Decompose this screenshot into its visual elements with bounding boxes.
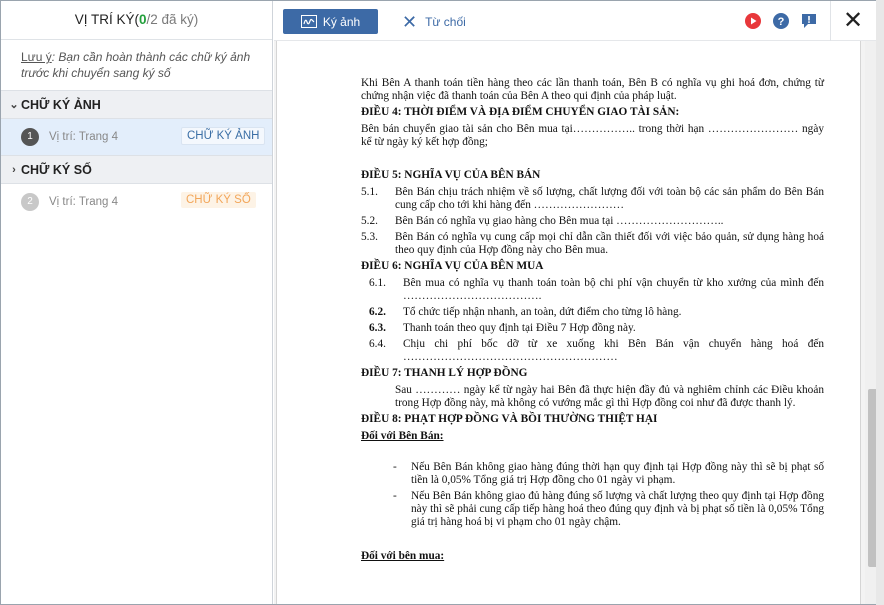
group-digital-signature[interactable] <box>1 155 272 184</box>
clause <box>361 322 824 335</box>
clause-text: Thanh toán theo quy định tại Điều 7 Hợp đồng này. <box>403 322 636 334</box>
group-label: CHỮ KÝ SỐ <box>21 162 92 177</box>
clause <box>361 306 824 319</box>
clause-text: Bên mua có nghĩa vụ thanh toán toàn bộ chi phí vận chuyển từ kho xưởng của mình đến ………………………………. <box>403 277 824 302</box>
image-sign-label: Ký ảnh <box>322 14 361 29</box>
toolbar <box>274 1 883 41</box>
article-heading: ĐIỀU 7: THANH LÝ HỢP ĐỒNG <box>361 367 528 379</box>
clause <box>361 215 824 228</box>
bullet-item <box>361 461 824 487</box>
subheading: Đối với Bên Bán: <box>361 430 444 442</box>
article-heading: ĐIỀU 8: PHẠT HỢP ĐỒNG VÀ BỒI THƯỜNG THIỆT HẠI <box>361 413 658 425</box>
clause-text: Bên Bán có nghĩa vụ giao hàng cho Bên mua tại ……………………….. <box>395 215 724 227</box>
toolbar-divider <box>830 1 831 41</box>
note <box>1 40 272 90</box>
close-icon: ✕ <box>402 12 418 32</box>
clause-number: 6.3. <box>369 322 386 334</box>
clause <box>361 231 824 257</box>
signed-count: 0 <box>138 12 147 27</box>
panel-title <box>1 1 272 39</box>
reject-label: Từ chối <box>425 15 466 29</box>
clause-text: Bên Bán chịu trách nhiệm về số lượng, chất lượng đối với toàn bộ các sản phẩm do Bên Bán cung cấp cho tới khi hàng đến …………………… <box>395 186 824 211</box>
article-heading: ĐIỀU 4: THỜI ĐIỂM VÀ ĐỊA ĐIỂM CHUYỂN GIAO TÀI SẢN: <box>361 106 680 118</box>
clause <box>361 338 824 364</box>
article-heading: ĐIỀU 5: NGHĨA VỤ CỦA BÊN BÁN <box>361 169 541 181</box>
bullet-text: Nếu Bên Bán không giao hàng đúng thời hạn quy định tại Hợp đồng này thì sẽ bị phạt số tiền là 0,05% Tổng giá trị Hợp đồng cho 01 ngày vi phạm. <box>411 461 824 486</box>
position-number: 2 <box>21 193 39 211</box>
clause-number: 5.1. <box>361 186 378 198</box>
bullet-dash: - <box>393 461 397 473</box>
clause-text: Bên Bán có nghĩa vụ cung cấp mọi chỉ dẫn cần thiết đối với việc bảo quản, sử dụng hàng hoá theo quy định của Hợp đồng này cho Bên mua. <box>395 231 824 256</box>
paragraph: Sau ………… ngày kể từ ngày hai Bên đã thực hiện đầy đủ và nghiêm chỉnh các Điều khoản trong Hợp đồng này, mà không có vướng mắc gì thì Hợp đồng coi như đã được thanh lý. <box>395 384 824 409</box>
position-label: Vị trí: Trang 4 <box>49 196 119 208</box>
clause <box>361 277 824 303</box>
chevron-right-icon: › <box>12 163 16 176</box>
paragraph: Bên bán chuyển giao tài sản cho Bên mua tại…………….. trong thời hạn …………………… ngày kể từ ngày ký kết hợp đồng; <box>361 123 824 148</box>
clause-number: 5.2. <box>361 215 378 227</box>
video-play-icon[interactable] <box>744 12 762 30</box>
bullet-dash: - <box>393 490 397 502</box>
title-prefix: VỊ TRÍ KÝ( <box>74 12 139 27</box>
clause-number: 6.2. <box>369 306 386 318</box>
signature-positions-panel <box>1 1 273 604</box>
clause-number: 6.4. <box>369 338 386 350</box>
signature-icon <box>301 15 317 28</box>
position-label: Vị trí: Trang 4 <box>49 131 119 143</box>
image-signature-tag: CHỮ KÝ ẢNH <box>181 127 265 145</box>
bullet-item <box>361 490 824 529</box>
signature-position-item[interactable] <box>1 119 272 155</box>
subheading: Đối với bên mua: <box>361 550 445 562</box>
clause-number: 5.3. <box>361 231 378 243</box>
group-label: CHỮ KÝ ẢNH <box>21 97 101 112</box>
chevron-down-icon: ⌄ <box>9 99 19 111</box>
image-sign-button[interactable] <box>283 9 378 34</box>
document-viewer[interactable] <box>274 41 883 604</box>
digital-signature-tag: CHỮ KÝ SỐ <box>181 192 256 208</box>
background-edge <box>876 0 884 605</box>
group-image-signature[interactable] <box>1 90 272 119</box>
bullet-text: Nếu Bên Bán không giao đủ hàng đúng số lượng và chất lượng theo quy định tại Hợp đồng này thì sẽ phải cung cấp tiếp hàng hoá theo đúng quy định và bị phạt số tiền là 0,05% Tổng giá trị hàng hoá bị vi phạm cho 01 ngày chậm. <box>411 490 824 528</box>
signature-position-item[interactable] <box>1 184 272 220</box>
position-number: 1 <box>21 128 39 146</box>
clause-text: Tổ chức tiếp nhận nhanh, an toàn, dứt điểm cho từng lô hàng. <box>403 306 682 318</box>
title-suffix: /2 đã ký) <box>146 12 199 27</box>
help-icon[interactable] <box>772 12 790 30</box>
feedback-icon[interactable] <box>800 12 818 30</box>
clause-number: 6.1. <box>369 277 386 289</box>
document-page <box>276 41 861 604</box>
paragraph: Khi Bên A thanh toán tiền hàng theo các lần thanh toán, Bên B có nghĩa vụ ghi hoá đơn, chứng từ chứng nhận việc đã thanh toán của Bên A theo qui định của pháp luật. <box>361 77 824 102</box>
svg-text:?: ? <box>777 16 785 28</box>
article-heading: ĐIỀU 6: NGHĨA VỤ CỦA BÊN MUA <box>361 260 544 272</box>
close-window-button[interactable]: ✕ <box>842 7 864 34</box>
clause-text: Chịu chi phí bốc dỡ từ xe xuống khi Bên Bán vận chuyển hàng hoá đến ………………………………………………… <box>403 338 824 363</box>
note-text: : Bạn cần hoàn thành các chữ ký ảnh trước khi chuyển sang ký số <box>21 50 251 80</box>
reject-button[interactable] <box>402 11 466 33</box>
clause <box>361 186 824 212</box>
note-label: Lưu ý <box>21 50 52 64</box>
